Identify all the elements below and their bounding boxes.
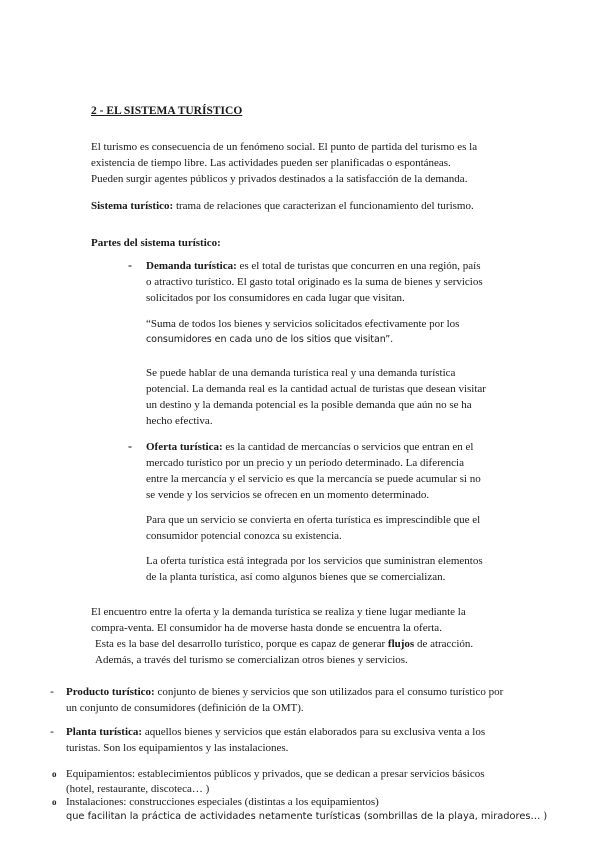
bullet-dash-producto: - <box>50 684 54 698</box>
oferta-para2-1: La oferta turística está integrada por los servicios que suministran elementos <box>146 555 483 567</box>
demanda-text-1: es el total de turistas que concurren en una región, país <box>236 260 481 272</box>
producto-text-1: conjunto de bienes y servicios que son utilizados para el consumo turístico por <box>154 686 504 698</box>
demanda-detail-3: un destino y la demanda potencial es la posible demanda que aún no se ha <box>146 399 472 411</box>
instalaciones-line-2: que facilitan la práctica de actividades netamente turísticas (sombrillas de la playa, miradores… ) <box>66 811 548 822</box>
equipamientos-line-1: Equipamientos: establecimientos públicos y privados, que se dedican a presar servicios básicos <box>66 768 485 780</box>
oferta-para2-2: de la planta turística, así como algunos bienes que se comercializan. <box>146 571 446 583</box>
demanda-quote-1: “Suma de todos los bienes y servicios solicitados efectivamente por los <box>146 318 460 330</box>
producto-line-1 <box>66 685 503 699</box>
demanda-detail-4: hecho efectiva. <box>146 415 213 427</box>
demanda-line-1 <box>146 259 481 273</box>
intro-line-2: existencia de tiempo libre. Las actividades pueden ser planificadas o espontáneas. <box>91 157 451 169</box>
demanda-term: Demanda turística: <box>146 260 237 272</box>
planta-line-2: turistas. Son los equipamientos y las instalaciones. <box>66 742 289 754</box>
encuentro-line-3 <box>95 637 473 651</box>
definition-sistema <box>91 199 474 213</box>
encuentro-line-3-pre: Esta es la base del desarrollo turístico, porque es capaz de generar <box>95 638 388 650</box>
demanda-quote-2: consumidores en cada uno de los sitios que visitan”. <box>146 334 394 345</box>
encuentro-line-3-post: de atracción. <box>414 638 474 650</box>
oferta-line-3: entre la mercancía y el servicio es que la mercancía se puede acumular si no <box>146 473 481 485</box>
planta-text-1: aquellos bienes y servicios que están elaborados para su exclusiva venta a los <box>142 726 486 738</box>
oferta-para1-1: Para que un servicio se convierta en oferta turística es imprescindible que el <box>146 514 481 526</box>
planta-term: Planta turística: <box>66 726 143 738</box>
demanda-line-2: o atractivo turístico. El gasto total originado es la suma de bienes y servicios <box>146 276 483 288</box>
encuentro-line-1: El encuentro entre la oferta y la demanda turística se realiza y tiene lugar mediante la <box>91 606 466 618</box>
bullet-dash-planta: - <box>50 724 54 738</box>
producto-line-2: un conjunto de consumidores (definición de la OMT). <box>66 702 304 714</box>
bullet-dash-demanda: - <box>128 258 132 272</box>
oferta-line-1 <box>146 440 473 454</box>
planta-line-1 <box>66 725 485 739</box>
oferta-para1-2: consumidor potencial conozca su existencia. <box>146 530 342 542</box>
definition-text: trama de relaciones que caracterizan el funcionamiento del turismo. <box>173 200 474 212</box>
oferta-line-2: mercado turístico por un precio y un período determinado. La diferencia <box>146 457 464 469</box>
bullet-dash-oferta: - <box>128 439 132 453</box>
circle-bullet-equipamientos: o <box>52 769 57 779</box>
demanda-line-3: solicitados por los consumidores en cada lugar que visitan. <box>146 292 405 304</box>
definition-term: Sistema turístico: <box>91 200 174 212</box>
intro-line-3: Pueden surgir agentes públicos y privados destinados a la satisfacción de la demanda. <box>91 173 468 185</box>
encuentro-line-2: compra-venta. El consumidor ha de moverse hasta donde se encuentra la oferta. <box>91 622 442 634</box>
encuentro-line-4: Además, a través del turismo se comercializan otros bienes y servicios. <box>95 654 408 666</box>
instalaciones-line-1: Instalaciones: construcciones especiales (distintas a los equipamientos) <box>66 796 379 808</box>
producto-term: Producto turístico: <box>66 686 155 698</box>
encuentro-flujos: flujos <box>387 638 415 650</box>
circle-bullet-instalaciones: o <box>52 797 57 807</box>
oferta-term: Oferta turística: <box>146 441 223 453</box>
section-title: 2 - EL SISTEMA TURÍSTICO <box>91 105 243 117</box>
parts-heading-text: Partes del sistema turístico: <box>91 237 221 249</box>
intro-line-1: El turismo es consecuencia de un fenómeno social. El punto de partida del turismo es la <box>91 141 478 153</box>
oferta-line-4: se vende y los servicios se ofrecen en un momento determinado. <box>146 489 430 501</box>
parts-heading <box>91 236 221 250</box>
oferta-text-1: es la cantidad de mercancías o servicios que entran en el <box>222 441 474 453</box>
demanda-detail-1: Se puede hablar de una demanda turística real y una demanda turística <box>146 367 456 379</box>
equipamientos-line-2: (hotel, restaurante, discoteca… ) <box>66 783 210 795</box>
demanda-detail-2: potencial. La demanda real es la cantidad actual de turistas que desean visitar <box>146 383 486 395</box>
